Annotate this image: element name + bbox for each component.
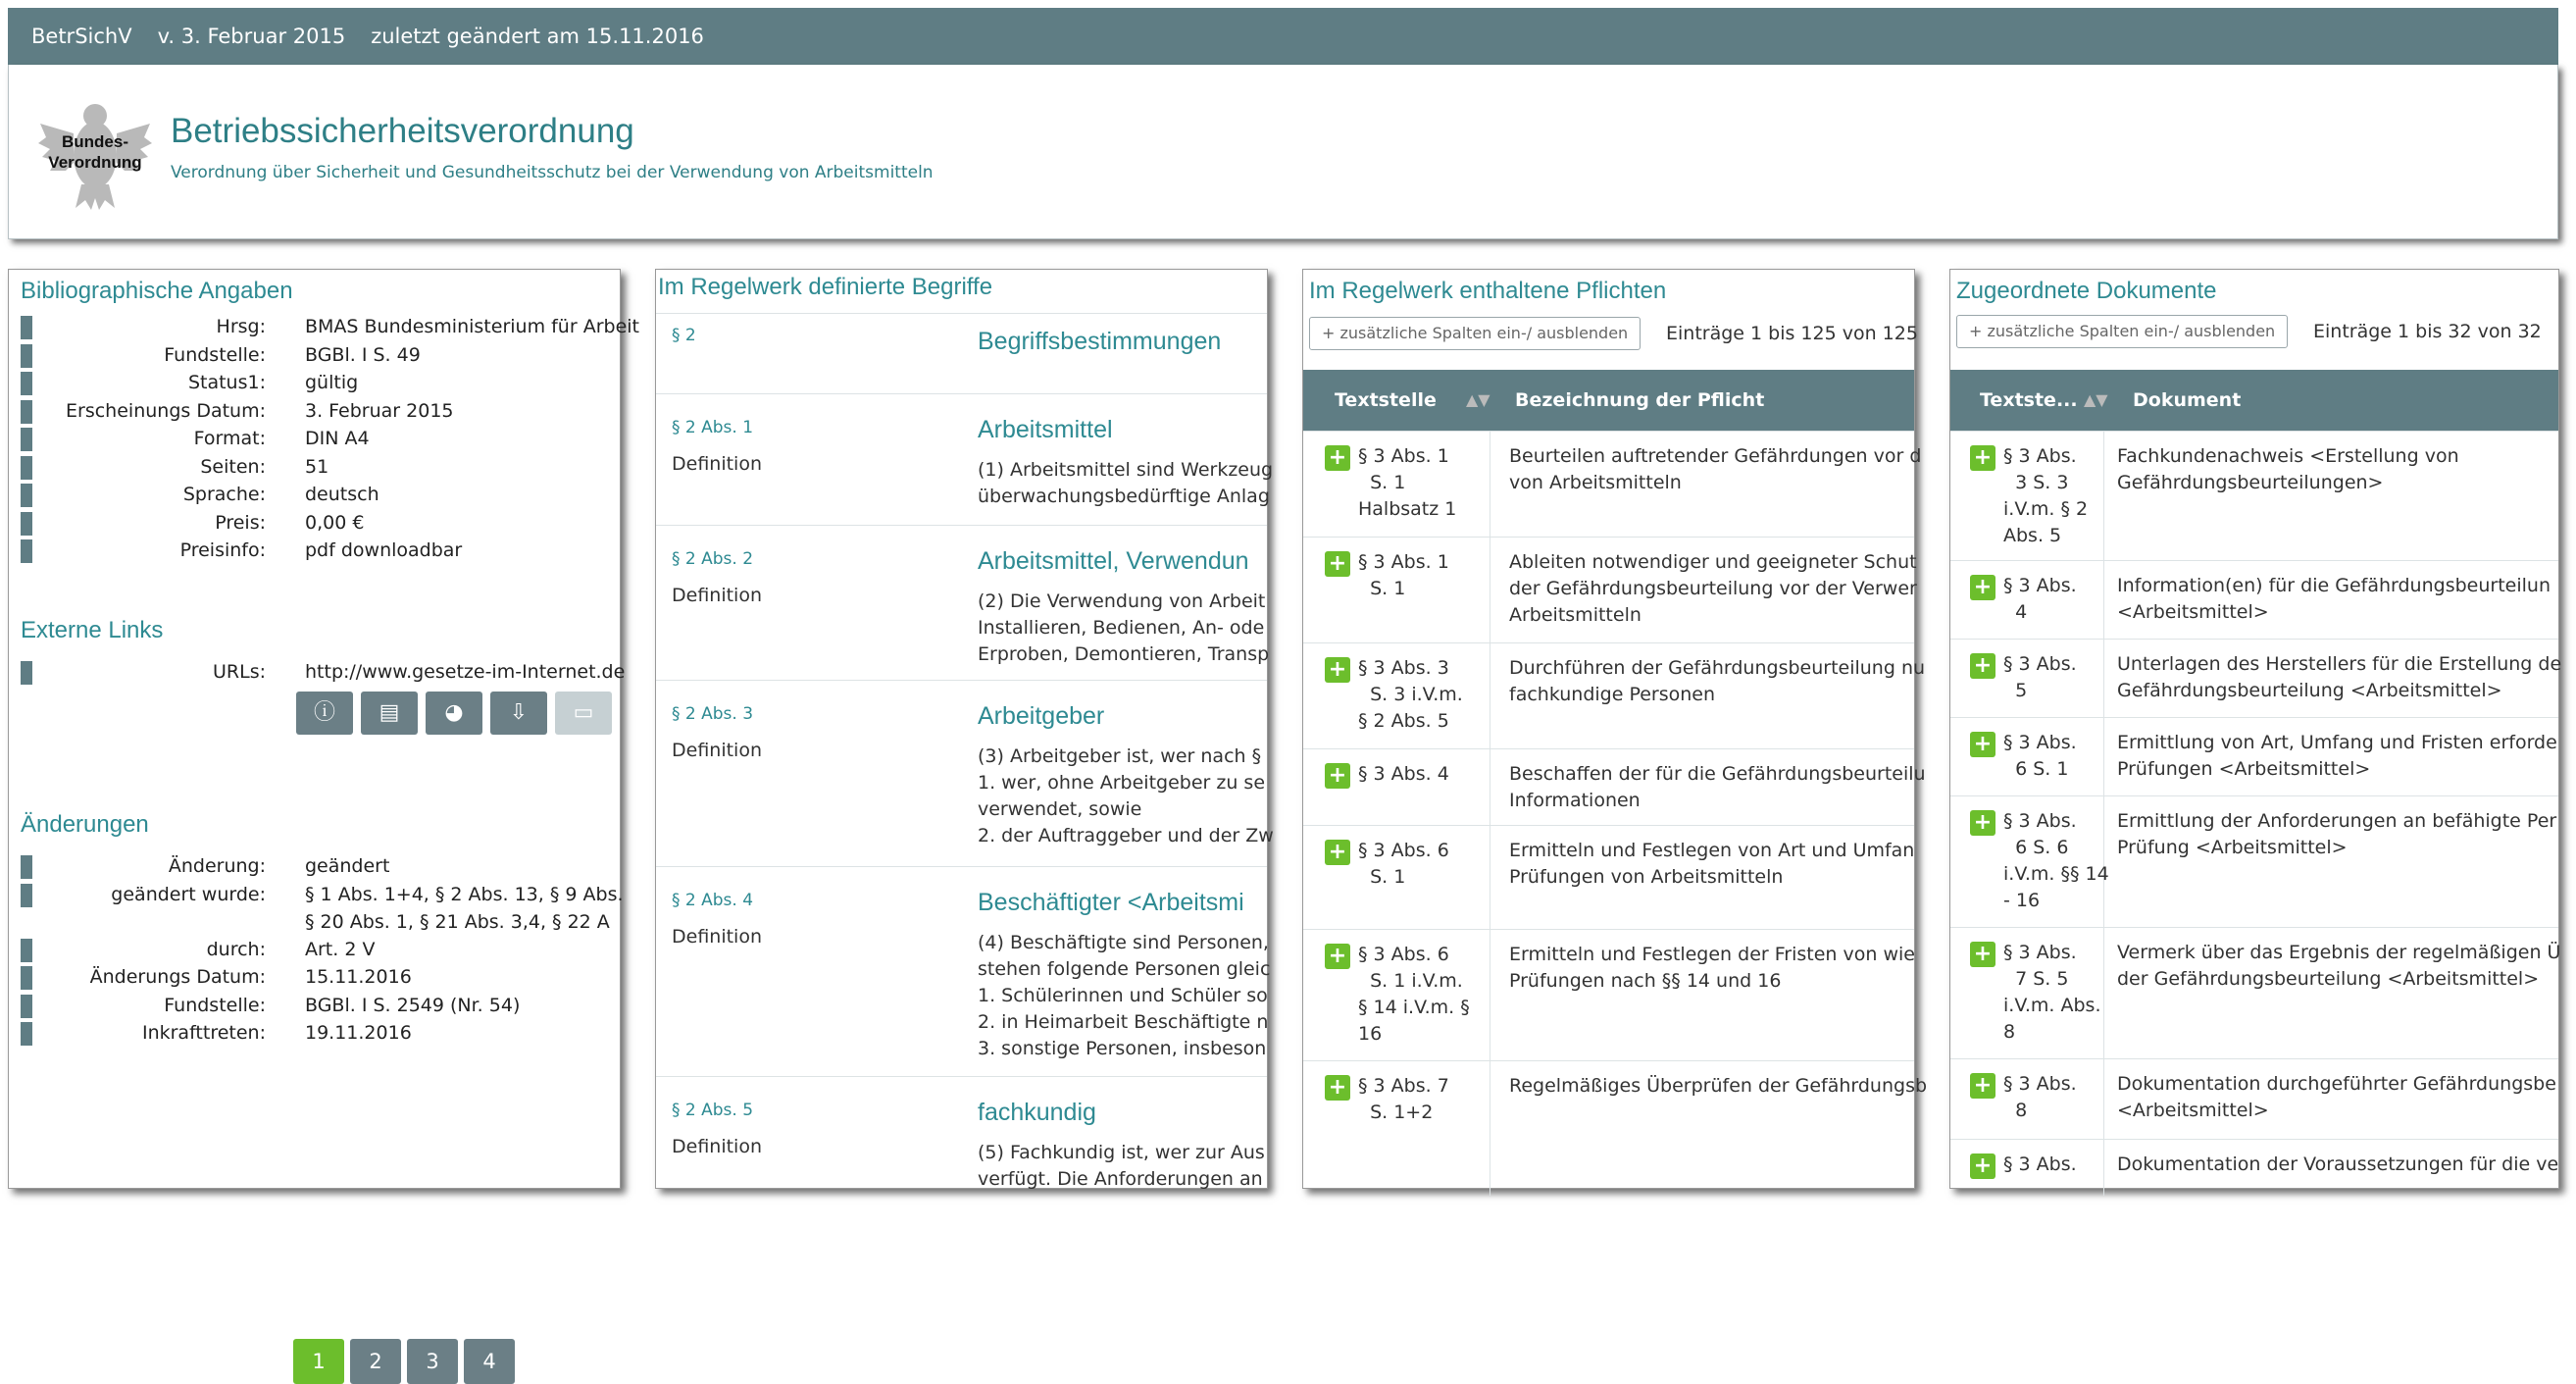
regulation-abbreviation: BetrSichV (31, 25, 132, 48)
biblio-row (21, 425, 619, 452)
toggle-columns-button[interactable]: + zusätzliche Spalten ein-/ ausblenden (1956, 315, 2288, 348)
duties-title: Im Regelwerk enthaltene Pflichten (1309, 278, 1667, 304)
urls-label: URLs: (213, 661, 266, 683)
documents-title: Zugeordnete Dokumente (1956, 278, 2217, 304)
expand-plus-icon[interactable]: + (1970, 445, 1995, 471)
info-icon[interactable]: ⓘ (296, 692, 353, 735)
page-button-2[interactable]: 2 (350, 1339, 401, 1384)
change-key: Inkrafttreten: (141, 1022, 266, 1044)
expand-plus-icon[interactable]: + (1325, 445, 1350, 471)
change-value: 15.11.2016 (305, 966, 412, 988)
term-definition-label: Definition (672, 740, 763, 761)
cell-textstelle: § 3 Abs. 6 S. 1 (1358, 840, 1449, 888)
bibliography-panel (8, 269, 639, 1373)
change-value: Art. 2 V (305, 938, 376, 960)
changes-title: Änderungen (21, 811, 149, 838)
term-definition-label: Definition (672, 585, 763, 606)
bibliography-title: Bibliographische Angaben (21, 278, 293, 304)
biblio-row (21, 397, 619, 425)
term-text: (2) Die Verwendung von Arbeit Installieren, Bedienen, An- ode Erproben, Demontieren, Transp (978, 590, 1270, 665)
cell-textstelle: § 3 Abs. 4 (2003, 575, 2077, 623)
biblio-row (21, 537, 619, 564)
biblio-key: Format: (193, 428, 266, 449)
external-links-title: Externe Links (21, 617, 164, 643)
column-pflicht[interactable]: Bezeichnung der Pflicht (1515, 389, 1765, 411)
biblio-key: Erscheinungs Datum: (66, 399, 266, 422)
cell-textstelle: § 3 Abs. 1 S. 1 Halbsatz 1 (1358, 445, 1457, 520)
biblio-row (21, 453, 619, 481)
change-value: 19.11.2016 (305, 1022, 412, 1044)
cell-textstelle: § 3 Abs. 8 (2003, 1073, 2077, 1121)
cell-textstelle: § 3 Abs. 5 (2003, 653, 2077, 701)
expand-plus-icon[interactable]: + (1325, 944, 1350, 969)
cell-description: Beurteilen auftretender Gefährdungen vor d von Arbeitsmitteln (1509, 445, 1922, 493)
biblio-value: BGBl. I S. 49 (305, 343, 421, 366)
term-reference[interactable]: § 2 (672, 326, 696, 345)
biblio-key: Hrsg: (216, 316, 266, 337)
page-button-3[interactable]: 3 (407, 1339, 458, 1384)
term-name[interactable]: Arbeitgeber (978, 702, 1105, 730)
urls-link[interactable]: http://www.gesetze-im-Internet.de (305, 661, 626, 683)
term-definition-label: Definition (672, 926, 763, 948)
biblio-row (21, 481, 619, 508)
column-dokument[interactable]: Dokument (2133, 389, 2242, 411)
table-row[interactable] (1950, 431, 2558, 560)
expand-plus-icon[interactable]: + (1970, 653, 1995, 679)
biblio-value: DIN A4 (305, 428, 370, 449)
terms-title: Im Regelwerk definierte Begriffe (658, 274, 993, 300)
biblio-row (21, 341, 619, 369)
table-row[interactable] (1303, 431, 1922, 537)
cell-textstelle: § 3 Abs. 7 S. 5 i.V.m. Abs. 8 (2003, 942, 2101, 1043)
change-key: geändert wurde: (111, 883, 266, 905)
expand-plus-icon[interactable]: + (1970, 810, 1995, 836)
biblio-value: 0,00 € (305, 511, 365, 534)
biblio-key: Status1: (187, 372, 266, 393)
table-row[interactable] (1950, 639, 2562, 717)
download-icon[interactable]: ⇩ (490, 692, 547, 735)
expand-plus-icon[interactable]: + (1970, 1073, 1995, 1099)
term-definition-label: Definition (672, 1136, 763, 1157)
cell-description: Ableiten notwendiger und geeigneter Schut der Gefährdungsbeurteilung vor der Verwer Arbeitsmitteln (1509, 551, 1917, 626)
term-text: (5) Fachkundig ist, wer zur Aus verfügt. Die Anforderungen an (978, 1142, 1265, 1190)
term-reference[interactable]: § 2 Abs. 3 (672, 704, 754, 724)
expand-plus-icon[interactable]: + (1970, 732, 1995, 757)
cell-textstelle: § 3 Abs. 4 (1358, 763, 1449, 785)
biblio-key: Preisinfo: (179, 539, 266, 561)
column-textstelle[interactable]: Textste... (1980, 389, 2078, 411)
expand-plus-icon[interactable]: + (1325, 840, 1350, 865)
change-row (21, 881, 624, 936)
cell-textstelle: § 3 Abs. 3 S. 3 i.V.m. § 2 Abs. 5 (1358, 657, 1463, 732)
documents-panel (1949, 269, 2562, 1189)
biblio-key: Sprache: (182, 484, 266, 505)
biblio-key: Preis: (215, 511, 266, 534)
documents-table-header (1950, 370, 2558, 431)
term-reference[interactable]: § 2 Abs. 2 (672, 549, 754, 569)
cell-description: Ermitteln und Festlegen der Fristen von wie Prüfungen nach §§ 14 und 16 (1509, 944, 1915, 992)
biblio-key: Fundstelle: (164, 343, 266, 366)
term-name[interactable]: Begriffsbestimmungen (978, 328, 1222, 355)
term-name[interactable]: fachkundig (978, 1099, 1096, 1126)
term-name[interactable]: Beschäftigter <Arbeitsmi (978, 889, 1244, 916)
table-row[interactable] (1950, 1058, 2558, 1139)
table-row[interactable] (1950, 795, 2558, 927)
last-changed: zuletzt geändert am 15.11.2016 (371, 25, 704, 48)
column-textstelle[interactable]: Textstelle (1335, 389, 1437, 411)
term-row[interactable] (656, 313, 1267, 393)
page-button-1[interactable]: 1 (293, 1339, 344, 1384)
change-value-cont: § 20 Abs. 1, § 21 Abs. 3,4, § 22 A (305, 910, 610, 933)
biblio-value: 3. Februar 2015 (305, 399, 454, 422)
term-definition-label: Definition (672, 453, 763, 475)
sort-icon[interactable]: ▲▼ (2084, 390, 2108, 409)
urls-row (21, 658, 626, 686)
header (8, 65, 2558, 239)
table-row[interactable] (1303, 825, 1914, 929)
change-row (21, 963, 619, 991)
term-row[interactable] (656, 525, 1270, 680)
page-subtitle: Verordnung über Sicherheit und Gesundheitsschutz bei der Verwendung von Arbeitsmitteln (171, 163, 934, 182)
term-reference[interactable]: § 2 Abs. 1 (672, 418, 754, 437)
term-name[interactable]: Arbeitsmittel, Verwendun (978, 547, 1249, 575)
cell-textstelle: § 3 Abs. 3 S. 3 i.V.m. § 2 Abs. 5 (2003, 445, 2089, 546)
change-value: BGBl. I S. 2549 (Nr. 54) (305, 994, 521, 1016)
cell-description: Information(en) für die Gefährdungsbeurteilun <Arbeitsmittel> (2117, 575, 2551, 623)
biblio-value: gültig (305, 372, 359, 393)
term-reference[interactable]: § 2 Abs. 5 (672, 1101, 754, 1120)
expand-plus-icon[interactable]: + (1970, 1153, 1995, 1179)
version-date: v. 3. Februar 2015 (157, 25, 346, 48)
term-row[interactable] (656, 866, 1271, 1076)
cell-description: Regelmäßiges Überprüfen der Gefährdungsb (1509, 1075, 1928, 1097)
term-row[interactable] (656, 1076, 1267, 1204)
toggle-columns-button[interactable]: + zusätzliche Spalten ein-/ ausblenden (1309, 317, 1641, 350)
table-row[interactable] (1303, 642, 1926, 748)
table-row[interactable] (1950, 927, 2561, 1058)
cell-description: Unterlagen des Herstellers für die Erstellung de Gefährdungsbeurteilung <Arbeitsmittel> (2117, 653, 2562, 701)
expand-plus-icon[interactable]: + (1325, 763, 1350, 789)
term-text: (4) Beschäftigte sind Personen, stehen folgende Personen gleic 1. Schülerinnen und Schüler so 2. in Heimarbeit Beschäftigte n 3. sonstige Personen, insbeson (978, 932, 1271, 1059)
document-icon[interactable]: ▤ (361, 692, 418, 735)
change-row (21, 992, 619, 1019)
term-name[interactable]: Arbeitsmittel (978, 416, 1113, 443)
change-key: Änderungs Datum: (89, 966, 266, 988)
term-row[interactable] (656, 393, 1274, 525)
biblio-value: BMAS Bundesministerium für Arbeit (305, 316, 639, 337)
table-row[interactable] (1303, 1060, 1928, 1178)
globe-icon[interactable]: ◕ (426, 692, 482, 735)
biblio-value: 51 (305, 455, 329, 478)
cell-textstelle: § 3 Abs. 1 S. 1 (1358, 551, 1449, 599)
change-key: Änderung: (168, 855, 266, 877)
table-row[interactable] (1950, 717, 2558, 795)
biblio-value: pdf downloadbar (305, 539, 463, 561)
change-key: Fundstelle: (164, 994, 266, 1016)
page-title: Betriebssicherheitsverordnung (171, 112, 634, 150)
biblio-row (21, 509, 619, 537)
cell-description: Beschaffen der für die Gefährdungsbeurteilu Informationen (1509, 763, 1926, 811)
cell-description: Dokumentation durchgeführter Gefährdungsbe <Arbeitsmittel> (2117, 1073, 2556, 1121)
biblio-key: Seiten: (200, 455, 266, 478)
change-key: durch: (206, 938, 266, 960)
change-value: geändert (305, 855, 390, 877)
expand-plus-icon[interactable]: + (1970, 942, 1995, 967)
expand-plus-icon[interactable]: + (1970, 575, 1995, 600)
table-row[interactable] (1950, 1139, 2558, 1198)
cell-textstelle: § 3 Abs. 6 S. 1 (2003, 732, 2077, 780)
table-row[interactable] (1950, 560, 2558, 639)
term-reference[interactable]: § 2 Abs. 4 (672, 891, 754, 910)
cell-description: Vermerk über das Ergebnis der regelmäßigen Ü der Gefährdungsbeurteilung <Arbeitsmittel> (2117, 942, 2561, 990)
cell-textstelle: § 3 Abs. (2003, 1153, 2077, 1175)
expand-plus-icon[interactable]: + (1325, 551, 1350, 577)
blank-icon[interactable]: ▭ (555, 692, 612, 735)
cell-textstelle: § 3 Abs. 6 S. 6 i.V.m. §§ 14 - 16 (2003, 810, 2109, 911)
expand-plus-icon[interactable]: + (1325, 1075, 1350, 1101)
table-row[interactable] (1303, 748, 1926, 825)
change-row (21, 852, 619, 880)
biblio-row (21, 313, 639, 340)
biblio-row (21, 369, 619, 396)
term-text: (1) Arbeitsmittel sind Werkzeug überwachungsbedürftige Anlag (978, 459, 1274, 507)
table-row[interactable] (1303, 929, 1914, 1060)
cell-textstelle: § 3 Abs. 6 S. 1 i.V.m. § 14 i.V.m. § 16 (1358, 944, 1470, 1045)
expand-plus-icon[interactable]: + (1325, 657, 1350, 683)
terms-panel (655, 269, 1274, 1190)
table-row[interactable] (1303, 537, 1917, 642)
change-row (21, 1019, 619, 1047)
cell-description: Dokumentation der Voraussetzungen für die ve (2117, 1153, 2559, 1175)
duties-panel (1302, 269, 1928, 1189)
cell-description: Fachkundenachweis <Erstellung von Gefährdungsbeurteilungen> (2117, 445, 2459, 493)
page-button-4[interactable]: 4 (464, 1339, 515, 1384)
entries-count: Einträge 1 bis 125 von 125 (1666, 323, 1918, 344)
term-row[interactable] (656, 680, 1274, 866)
logo-text: Bundes- Verordnung (48, 132, 142, 172)
cell-description: Ermitteln und Festlegen von Art und Umfan Prüfungen von Arbeitsmitteln (1509, 840, 1915, 888)
change-value: § 1 Abs. 1+4, § 2 Abs. 13, § 9 Abs. (305, 883, 624, 905)
cell-textstelle: § 3 Abs. 7 S. 1+2 (1358, 1075, 1449, 1123)
cell-description: Ermittlung der Anforderungen an befähigte Per Prüfung <Arbeitsmittel> (2117, 810, 2557, 858)
duties-table-header (1303, 370, 1914, 431)
term-text: (3) Arbeitgeber ist, wer nach § 1. wer, ohne Arbeitgeber zu se verwendet, sowie 2. der Auftraggeber und der Zw (978, 745, 1274, 846)
entries-count: Einträge 1 bis 32 von 32 (2313, 321, 2542, 342)
cell-description: Ermittlung von Art, Umfang und Fristen erforde Prüfungen <Arbeitsmittel> (2117, 732, 2557, 780)
biblio-value: deutsch (305, 484, 379, 505)
sort-icon[interactable]: ▲▼ (1466, 390, 1490, 409)
top-bar (8, 8, 2558, 65)
cell-description: Durchführen der Gefährdungsbeurteilung nu fachkundige Personen (1509, 657, 1926, 705)
change-row (21, 936, 619, 963)
